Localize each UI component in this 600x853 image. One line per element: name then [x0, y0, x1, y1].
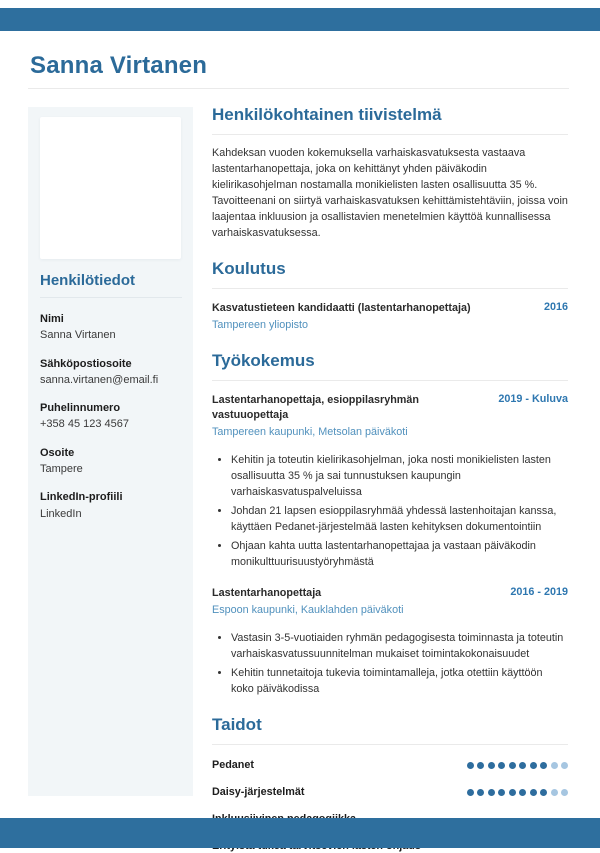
degree-title: Kasvatustieteen kandidaatti (lastentarhanopettaja): [212, 302, 471, 315]
summary-title: Henkilökohtainen tiivistelmä: [212, 105, 442, 124]
field-phone-value: +358 45 123 4567: [40, 418, 130, 431]
field-email-label: Sähköpostiosoite: [40, 357, 132, 370]
employer-name: Espoon kaupunki, Kauklahden päiväkoti: [212, 604, 404, 617]
skill-name: Pedanet: [212, 759, 255, 772]
section-divider: [212, 744, 568, 745]
skill-level-dots: [463, 789, 568, 796]
job-bullet: • Vastasin 3-5-vuotiaiden ryhmän pedagogisesta toiminnasta ja toteutin varhaiskasvatussuunnitelman mukaiset toimintakokonaisuudet: [231, 630, 568, 662]
sidebar-section-title: Henkilötiedot: [40, 272, 136, 289]
education-title: Koulutus: [212, 259, 286, 279]
job-title: Lastentarhanopettaja, esioppilasryhmän vastuuopettaja: [212, 394, 419, 422]
education-entry: [212, 301, 568, 333]
job-title: Lastentarhanopettaja: [212, 587, 322, 600]
field-email: [40, 357, 182, 388]
experience-entry: [212, 393, 568, 570]
field-name: [40, 312, 182, 343]
skill-level-dots: [463, 762, 568, 769]
header-divider: [28, 88, 569, 89]
section-divider: [212, 134, 568, 135]
job-date: 2019 - Kuluva: [498, 393, 568, 406]
degree-date: 2016: [543, 301, 568, 314]
summary-text: Kahdeksan vuoden kokemuksella varhaiskasvatuksesta vastaava lastentarhanopettaja, joka on kehittänyt yhden päiväkodin kielirikasohjelman nostamalla monikielisten lasten osallisuutta 35 %. Tavoitteenani on siirtyä varhaiskasvatuksen kehittämistehtäviin, joissa voin laajentaa inkluusion ja osallistavien menetelmien käyttöä kunnallisessa varhaiskasvatuksessa.: [212, 147, 568, 240]
photo-placeholder: [40, 117, 181, 259]
field-address: [40, 446, 182, 477]
section-summary: [212, 105, 568, 241]
bottom-accent-bar: [0, 818, 600, 848]
experience-entry: [212, 586, 568, 697]
section-divider: [212, 380, 568, 381]
institution-name: Tampereen yliopisto: [212, 319, 309, 332]
field-linkedin-value[interactable]: LinkedIn: [40, 507, 82, 520]
field-address-label: Osoite: [40, 446, 75, 459]
skill-row: [212, 758, 568, 772]
section-divider: [212, 288, 568, 289]
job-date: 2016 - 2019: [510, 586, 568, 599]
experience-title: Työkokemus: [212, 351, 315, 371]
main-column: [212, 105, 568, 853]
top-accent-bar: [0, 8, 600, 31]
section-experience: [212, 351, 568, 697]
employer-name: Tampereen kaupunki, Metsolan päiväkoti: [212, 426, 408, 439]
sidebar: [28, 107, 193, 796]
skill-name: Daisy-järjestelmät: [212, 786, 305, 799]
job-bullet-list: [212, 630, 568, 697]
field-phone: [40, 401, 182, 432]
field-phone-label: Puhelinnumero: [40, 402, 121, 415]
field-linkedin-label: LinkedIn-profiili: [40, 491, 123, 504]
section-education: [212, 259, 568, 333]
sidebar-divider: [40, 297, 182, 298]
job-bullet: • Ohjaan kahta uutta lastentarhanopettajaa ja vastaan päiväkodin monikulttuurisuustyöryhmästä: [231, 538, 568, 570]
job-bullet: • Kehitin tunnetaitoja tukevia toimintamalleja, jotka otettiin käyttöön koko päiväkodissa: [231, 665, 568, 697]
field-name-label: Nimi: [40, 313, 64, 325]
skills-title: Taidot: [212, 715, 262, 735]
job-bullet: • Kehitin ja toteutin kielirikasohjelman, joka nosti monikielisten lasten osallisuutta 35 % ja sai tunnustuksen kaupungin varhaiskasvatuspalveluissa: [231, 452, 568, 500]
field-email-value[interactable]: sanna.virtanen@email.fi: [40, 373, 159, 386]
field-name-value: Sanna Virtanen: [40, 329, 116, 342]
field-address-value: Tampere: [40, 463, 83, 476]
cv-name: Sanna Virtanen: [30, 52, 208, 79]
skill-row: [212, 785, 568, 799]
field-linkedin: [40, 490, 182, 521]
job-bullet: • Johdan 21 lapsen esioppilasryhmää yhdessä lastenhoitajan kanssa, käyttäen Pedanet-järjestelmää lasten kehityksen dokumentointiin: [231, 503, 568, 535]
job-bullet-list: [212, 452, 568, 570]
